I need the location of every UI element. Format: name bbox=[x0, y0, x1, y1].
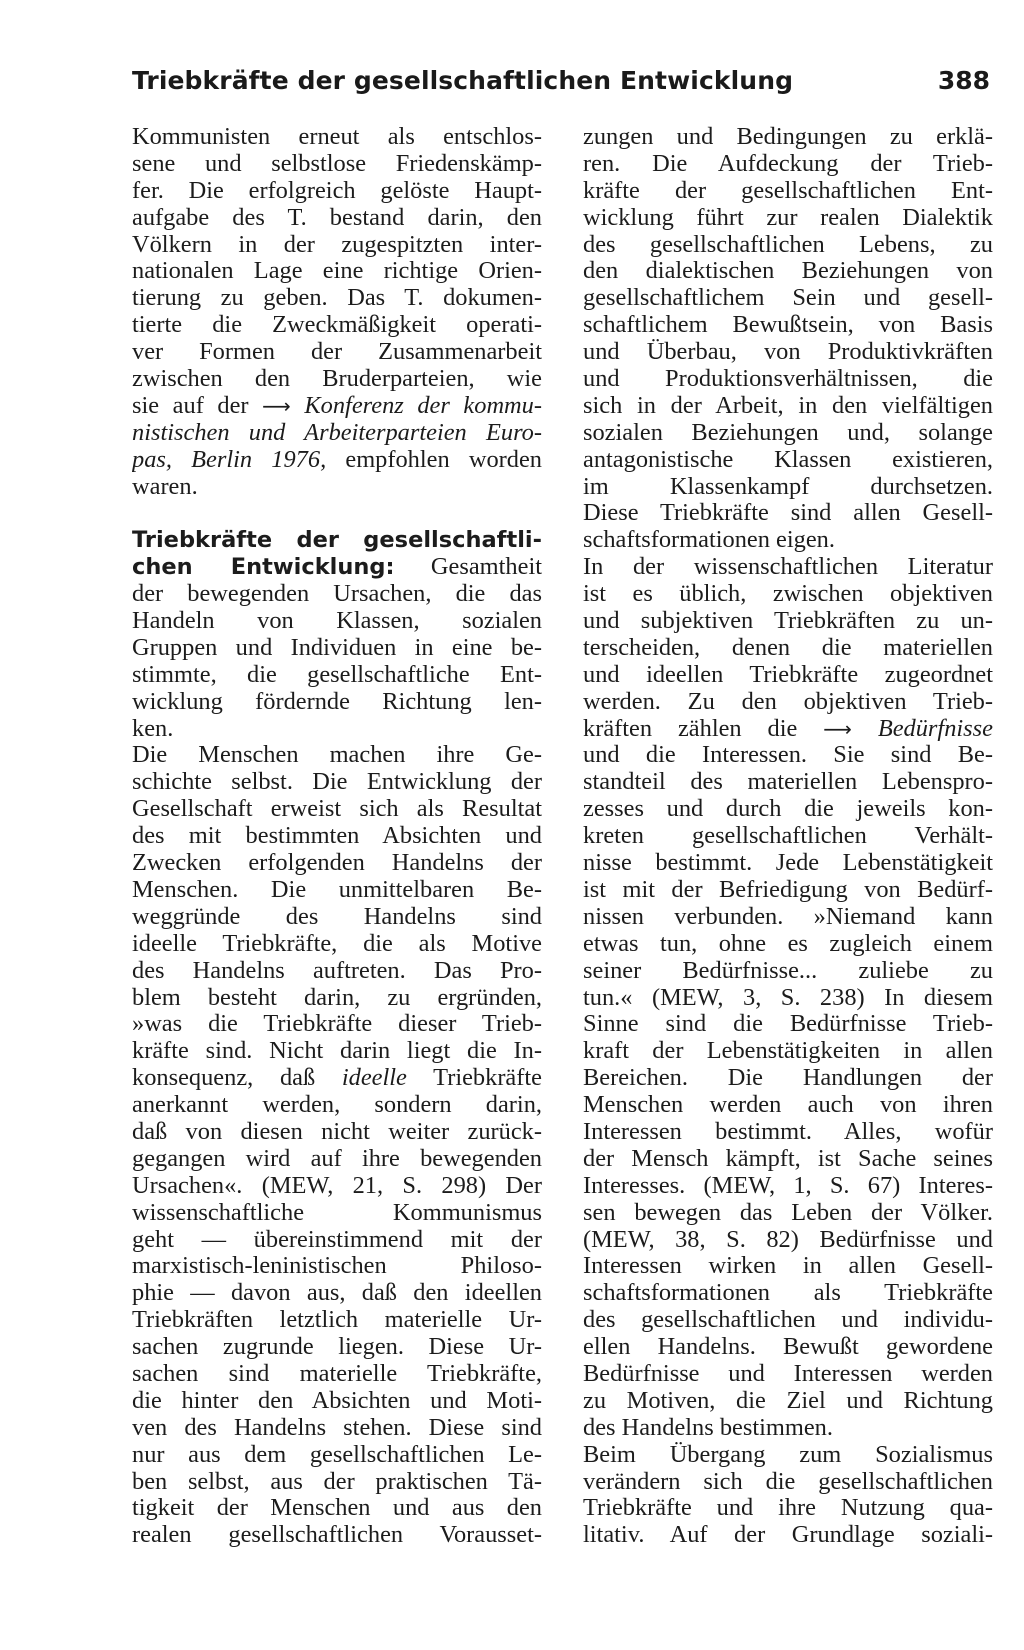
text-line bbox=[583, 527, 993, 554]
text-run: Gruppen und Individuen in eine be- bbox=[132, 634, 542, 661]
text-run: Beim Übergang zum Sozialismus bbox=[583, 1441, 993, 1468]
text-line bbox=[583, 635, 993, 662]
text-line bbox=[132, 474, 542, 501]
text-run: phie — davon aus, daß den ideellen bbox=[132, 1280, 542, 1307]
text-run: ist mit der Befriedigung von Bedürf- bbox=[583, 876, 993, 903]
text-run: und Produktionsverhältnissen, die bbox=[583, 366, 993, 393]
text-line bbox=[132, 205, 542, 232]
text-run: wicklung führt zur realen Dialektik bbox=[583, 204, 993, 231]
text-line bbox=[583, 232, 993, 259]
text-run: ist es üblich, zwischen objektiven bbox=[583, 581, 993, 608]
text-run: ideelle Triebkräfte, die als Motive bbox=[132, 930, 542, 957]
text-run: nisse bestimmt. Jede Lebenstätigkeit bbox=[583, 850, 993, 877]
text-line bbox=[132, 1227, 542, 1254]
text-line bbox=[583, 1388, 993, 1415]
text-run: sozialen Beziehungen und, solange bbox=[583, 419, 993, 446]
text-run: ken. bbox=[132, 715, 174, 742]
text-run: sie auf der bbox=[132, 392, 263, 419]
text-line bbox=[583, 1065, 993, 1092]
text-run: tigkeit der Menschen und aus den bbox=[132, 1495, 542, 1522]
text-run: nistischen und Arbeiterparteien Euro- bbox=[132, 419, 542, 446]
text-line bbox=[132, 742, 542, 769]
text-line bbox=[132, 1522, 542, 1549]
text-run: antagonistische Klassen existieren, bbox=[583, 446, 993, 473]
page-number: 388 bbox=[937, 66, 990, 95]
text-run: verändern sich die gesellschaftlichen bbox=[583, 1468, 993, 1495]
text-run: nationalen Lage eine richtige Orien- bbox=[132, 258, 542, 285]
text-line bbox=[583, 931, 993, 958]
text-run: Bedürfnisse bbox=[877, 715, 993, 742]
text-line bbox=[132, 1038, 542, 1065]
text-line bbox=[583, 1415, 993, 1442]
left-text-column bbox=[132, 124, 542, 1624]
text-run: und die Interessen. Sie sind Be- bbox=[583, 742, 993, 769]
text-run: marxistisch-leninistischen Philoso- bbox=[132, 1253, 542, 1280]
text-line bbox=[583, 447, 993, 474]
text-run: (MEW, 38, S. 82) Bedürfnisse und bbox=[583, 1226, 993, 1253]
text-run: wicklung fördernde Richtung len- bbox=[132, 688, 542, 715]
text-run: Kommunisten erneut als entschlos- bbox=[132, 124, 542, 150]
text-line bbox=[583, 339, 993, 366]
text-run: ben selbst, aus der praktischen Tä- bbox=[132, 1468, 542, 1495]
text-line bbox=[583, 1442, 993, 1469]
text-line bbox=[583, 581, 993, 608]
text-run: werden. Zu den objektiven Trieb- bbox=[583, 688, 993, 715]
text-line bbox=[132, 312, 542, 339]
text-line bbox=[583, 1227, 993, 1254]
text-line bbox=[132, 796, 542, 823]
text-line bbox=[132, 1442, 542, 1469]
text-run: seiner Bedürfnisse... zuliebe zu bbox=[583, 957, 993, 984]
text-line bbox=[132, 1119, 542, 1146]
text-line bbox=[132, 285, 542, 312]
text-line bbox=[132, 393, 542, 420]
text-line bbox=[583, 1146, 993, 1173]
text-line bbox=[132, 554, 542, 581]
text-run: daß von diesen nicht weiter zurück- bbox=[132, 1118, 542, 1145]
text-run: Bedürfnisse und Interessen werden bbox=[583, 1360, 993, 1387]
text-line bbox=[583, 258, 993, 285]
text-line bbox=[583, 124, 993, 151]
text-line bbox=[132, 1307, 542, 1334]
text-line bbox=[132, 1200, 542, 1227]
text-line bbox=[583, 1038, 993, 1065]
text-line bbox=[583, 1334, 993, 1361]
text-line bbox=[132, 850, 542, 877]
text-run: schaftsformationen als Triebkräfte bbox=[583, 1280, 993, 1307]
cross-reference-arrow-icon: ⟶ bbox=[823, 716, 852, 741]
text-run: des gesellschaftlichen und individu- bbox=[583, 1307, 993, 1334]
text-line bbox=[583, 689, 993, 716]
text-run: weggründe des Handelns sind bbox=[132, 903, 542, 930]
text-line bbox=[132, 447, 542, 474]
text-run: Triebkräfte bbox=[406, 1065, 542, 1092]
text-line bbox=[132, 1415, 542, 1442]
text-run: pas, Berlin 1976, bbox=[132, 446, 327, 473]
text-line bbox=[583, 1200, 993, 1227]
text-line bbox=[583, 608, 993, 635]
text-line bbox=[583, 1495, 993, 1522]
text-run: Interesses. (MEW, 1, S. 67) Interes- bbox=[583, 1172, 993, 1199]
text-line bbox=[132, 608, 542, 635]
text-run: und subjektiven Triebkräften zu un- bbox=[583, 608, 993, 635]
text-line bbox=[583, 1253, 993, 1280]
text-line bbox=[583, 958, 993, 985]
text-line bbox=[583, 1011, 993, 1038]
text-line bbox=[583, 1280, 993, 1307]
text-run: Handeln von Klassen, sozialen bbox=[132, 608, 542, 635]
text-line bbox=[583, 285, 993, 312]
text-run: kraft der Lebenstätigkeiten in allen bbox=[583, 1038, 993, 1065]
text-run: realen gesellschaftlichen Vorausset- bbox=[132, 1522, 542, 1549]
text-line bbox=[132, 1388, 542, 1415]
text-run: sachen sind materielle Triebkräfte, bbox=[132, 1360, 542, 1387]
text-run: nissen verbunden. »Niemand kann bbox=[583, 903, 993, 930]
text-line bbox=[132, 1334, 542, 1361]
text-line bbox=[583, 1361, 993, 1388]
text-line bbox=[583, 1307, 993, 1334]
text-line bbox=[132, 366, 542, 393]
text-line bbox=[132, 124, 542, 151]
text-line bbox=[132, 1065, 542, 1092]
text-run: des gesellschaftlichen Lebens, zu bbox=[583, 231, 993, 258]
text-run: den dialektischen Beziehungen von bbox=[583, 258, 993, 285]
text-line bbox=[583, 904, 993, 931]
text-run: gegangen wird auf ihre bewegenden bbox=[132, 1145, 542, 1172]
text-run: waren. bbox=[132, 473, 198, 500]
text-run: aufgabe des T. bestand darin, den bbox=[132, 204, 542, 231]
text-line bbox=[132, 1495, 542, 1522]
text-run: Gesamtheit bbox=[394, 554, 542, 581]
text-run: zwischen den Bruderparteien, wie bbox=[132, 366, 542, 393]
text-line bbox=[583, 877, 993, 904]
text-run: Menschen. Die unmittelbaren Be- bbox=[132, 876, 542, 903]
text-run: ven des Handelns stehen. Diese sind bbox=[132, 1414, 542, 1441]
text-line bbox=[132, 716, 542, 743]
entry-headword: chen Entwicklung: bbox=[132, 554, 395, 581]
text-run: im Klassenkampf durchsetzen. bbox=[583, 473, 993, 500]
text-line bbox=[132, 1092, 542, 1119]
text-run: zesses und durch die jeweils kon- bbox=[583, 796, 993, 823]
text-run: zungen und Bedingungen zu erklä- bbox=[583, 124, 993, 150]
text-line bbox=[132, 1146, 542, 1173]
text-run: Die Menschen machen ihre Ge- bbox=[132, 742, 542, 769]
text-run: zu Motiven, die Ziel und Richtung bbox=[583, 1387, 993, 1414]
text-run: Triebkräfte und ihre Nutzung qua- bbox=[583, 1495, 993, 1522]
running-head-title: Triebkräfte der gesellschaftlichen Entwicklung bbox=[132, 66, 794, 95]
text-run: nur aus dem gesellschaftlichen Le- bbox=[132, 1441, 542, 1468]
text-line bbox=[583, 205, 993, 232]
text-run: standteil des materiellen Lebenspro- bbox=[583, 769, 993, 796]
text-run: der bewegenden Ursachen, die das bbox=[132, 581, 542, 608]
text-line bbox=[583, 716, 993, 743]
text-run: und Überbau, von Produktivkräften bbox=[583, 339, 993, 366]
text-line bbox=[132, 232, 542, 259]
text-line bbox=[583, 823, 993, 850]
text-line bbox=[132, 662, 542, 689]
text-run: des Handelns bestimmen. bbox=[583, 1414, 833, 1441]
text-run: terscheiden, denen die materiellen bbox=[583, 634, 993, 661]
text-run: schaftlichem Bewußtsein, von Basis bbox=[583, 312, 993, 339]
text-line bbox=[132, 1173, 542, 1200]
running-header bbox=[132, 64, 990, 104]
text-line bbox=[583, 1522, 993, 1549]
text-run: Diese Triebkräfte sind allen Gesell- bbox=[583, 500, 993, 527]
text-line bbox=[132, 985, 542, 1012]
right-text-column bbox=[583, 124, 993, 1624]
text-line bbox=[132, 958, 542, 985]
text-line bbox=[583, 474, 993, 501]
text-run bbox=[852, 716, 878, 742]
text-line bbox=[132, 258, 542, 285]
text-run: litativ. Auf der Grundlage soziali- bbox=[583, 1522, 993, 1549]
text-line bbox=[132, 1361, 542, 1388]
text-run: des Handelns auftreten. Das Pro- bbox=[132, 957, 542, 984]
text-run: ver Formen der Zusammenarbeit bbox=[132, 339, 542, 366]
text-line bbox=[583, 393, 993, 420]
text-run: Ursachen«. (MEW, 21, S. 298) Der bbox=[132, 1172, 542, 1199]
text-run: Menschen werden auch von ihren bbox=[583, 1092, 993, 1119]
text-run: der Mensch kämpft, ist Sache seines bbox=[583, 1145, 993, 1172]
text-run: geht — übereinstimmend mit der bbox=[132, 1226, 542, 1253]
text-line bbox=[132, 500, 542, 527]
text-line bbox=[132, 420, 542, 447]
text-run: Völkern in der zugespitzten inter- bbox=[132, 231, 542, 258]
text-run: sich in der Arbeit, in den vielfältigen bbox=[583, 392, 993, 419]
text-run: gesellschaftlichem Sein und gesell- bbox=[583, 285, 993, 312]
text-run: Triebkräften letztlich materielle Ur- bbox=[132, 1307, 542, 1334]
text-line bbox=[583, 985, 993, 1012]
text-run: wissenschaftliche Kommunismus bbox=[132, 1199, 542, 1226]
text-run: kräfte der gesellschaftlichen Ent- bbox=[583, 177, 993, 204]
text-run: etwas tun, ohne es zugleich einem bbox=[583, 930, 993, 957]
text-run: und ideellen Triebkräfte zugeordnet bbox=[583, 661, 993, 688]
text-line bbox=[132, 635, 542, 662]
text-run: Konferenz der kommu- bbox=[304, 392, 542, 419]
text-line bbox=[583, 742, 993, 769]
text-line bbox=[583, 1469, 993, 1496]
text-run: tierung zu geben. Das T. dokumen- bbox=[132, 285, 542, 312]
entry-headword: Triebkräfte der gesellschaftli- bbox=[132, 527, 542, 554]
text-line bbox=[583, 769, 993, 796]
text-line bbox=[583, 178, 993, 205]
text-run: sen bewegen das Leben der Völker. bbox=[583, 1199, 993, 1226]
cross-reference-arrow-icon: ⟶ bbox=[262, 393, 291, 418]
text-line bbox=[132, 581, 542, 608]
text-line bbox=[132, 527, 542, 554]
text-line bbox=[583, 662, 993, 689]
text-run: stimmte, die gesellschaftliche Ent- bbox=[132, 661, 542, 688]
text-run: Gesellschaft erweist sich als Resultat bbox=[132, 796, 542, 823]
text-run: Interessen bestimmt. Alles, wofür bbox=[583, 1118, 993, 1145]
text-line bbox=[132, 904, 542, 931]
text-line bbox=[583, 420, 993, 447]
text-run: schichte selbst. Die Entwicklung der bbox=[132, 769, 542, 796]
text-line bbox=[132, 339, 542, 366]
text-run: tun.« (MEW, 3, S. 238) In diesem bbox=[583, 984, 993, 1011]
text-line bbox=[132, 1280, 542, 1307]
text-run bbox=[291, 393, 305, 419]
text-line bbox=[583, 554, 993, 581]
text-run: ideelle bbox=[341, 1065, 407, 1092]
text-run: In der wissenschaftlichen Literatur bbox=[583, 554, 993, 581]
text-line bbox=[583, 796, 993, 823]
text-run: kräfte sind. Nicht darin liegt die In- bbox=[132, 1038, 542, 1065]
text-line bbox=[132, 689, 542, 716]
text-run: Bereichen. Die Handlungen der bbox=[583, 1065, 993, 1092]
text-run: fer. Die erfolgreich gelöste Haupt- bbox=[132, 177, 542, 204]
text-line bbox=[132, 769, 542, 796]
text-run: kreten gesellschaftlichen Verhält- bbox=[583, 823, 993, 850]
text-line bbox=[583, 366, 993, 393]
text-run: kräften zählen die bbox=[583, 715, 824, 742]
text-line bbox=[583, 312, 993, 339]
text-run: sachen zugrunde liegen. Diese Ur- bbox=[132, 1334, 542, 1361]
text-line bbox=[583, 1092, 993, 1119]
text-run: ren. Die Aufdeckung der Trieb- bbox=[583, 150, 993, 177]
text-run: »was die Triebkräfte dieser Trieb- bbox=[132, 1011, 542, 1038]
text-line bbox=[132, 1253, 542, 1280]
text-line bbox=[583, 500, 993, 527]
text-run: konsequenz, daß bbox=[132, 1065, 342, 1092]
text-line bbox=[132, 151, 542, 178]
text-line bbox=[583, 1119, 993, 1146]
text-run: anerkannt werden, sondern darin, bbox=[132, 1092, 542, 1119]
text-run: die hinter den Absichten und Moti- bbox=[132, 1387, 542, 1414]
text-run: tierte die Zweckmäßigkeit operati- bbox=[132, 312, 542, 339]
text-line bbox=[132, 823, 542, 850]
text-line bbox=[132, 1011, 542, 1038]
text-line bbox=[132, 1469, 542, 1496]
text-line bbox=[583, 850, 993, 877]
text-run: schaftsformationen eigen. bbox=[583, 527, 835, 554]
text-run: sene und selbstlose Friedenskämp- bbox=[132, 150, 542, 177]
text-run: Zwecken erfolgenden Handelns der bbox=[132, 850, 542, 877]
text-run: Sinne sind die Bedürfnisse Trieb- bbox=[583, 1011, 993, 1038]
text-run: Interessen wirken in allen Gesell- bbox=[583, 1253, 993, 1280]
text-line bbox=[583, 151, 993, 178]
text-run: empfohlen worden bbox=[326, 446, 542, 473]
text-line bbox=[132, 931, 542, 958]
text-run: blem besteht darin, zu ergründen, bbox=[132, 984, 542, 1011]
text-run: des mit bestimmten Absichten und bbox=[132, 823, 542, 850]
text-run: ellen Handelns. Bewußt gewordene bbox=[583, 1334, 993, 1361]
text-line bbox=[583, 1173, 993, 1200]
text-line bbox=[132, 877, 542, 904]
text-line bbox=[132, 178, 542, 205]
